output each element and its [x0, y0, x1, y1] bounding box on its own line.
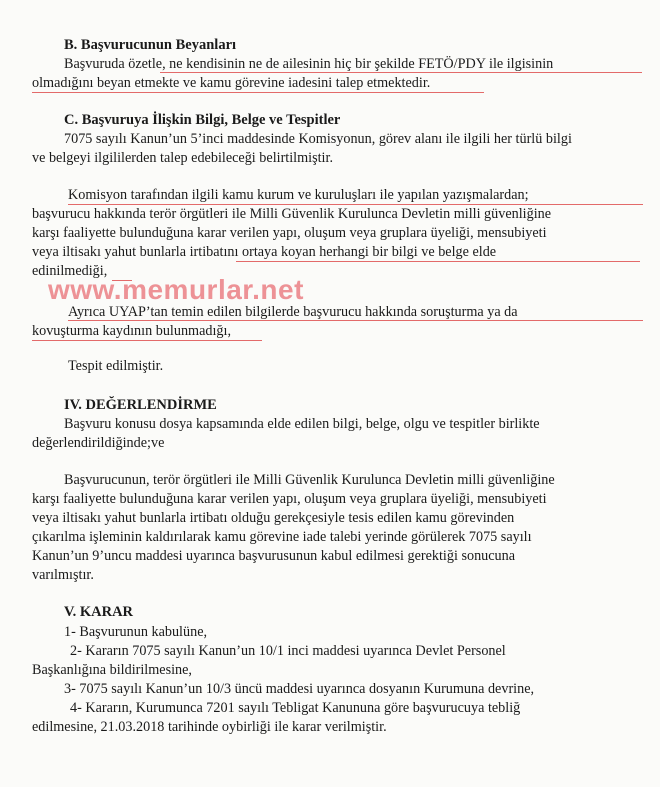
section-iv-para2-line-2: karşı faaliyette bulunduğuna karar verilen yapı, oluşum veya gruplara üyeliği, mensubiyeti	[32, 491, 547, 507]
highlight-underline	[236, 261, 640, 262]
section-iv-para2-line-4: çıkarılma işleminin kaldırılarak kamu görevine iade talebi yerinde görülerek 7075 sayılı	[32, 529, 532, 545]
section-b-line-2: olmadığını beyan etmekte ve kamu görevine iadesini talep etmektedir.	[32, 75, 431, 91]
section-c-para3-line-2: kovuşturma kaydının bulunmadığı,	[32, 323, 231, 339]
highlight-underline	[32, 92, 484, 93]
section-iv-para2-line-1: Başvurucunun, terör örgütleri ile Milli Güvenlik Kurulunca Devletin milli güvenliğine	[64, 472, 555, 488]
highlight-underline	[68, 204, 643, 205]
watermark: www.memurlar.net	[48, 274, 304, 305]
section-c-heading: C. Başvuruya İlişkin Bilgi, Belge ve Tespitler	[64, 112, 341, 128]
section-c-para2-line-5: edinilmediği,	[32, 263, 108, 279]
section-iv-para1-line-2: değerlendirildiğinde;ve	[32, 435, 165, 451]
section-iv-para2-line-5: Kanun’un 9’uncu maddesi uyarınca başvurusunun kabul edilmesi gerektiği sonucuna	[32, 548, 516, 564]
decision-item-4-cont: edilmesine, 21.03.2018 tarihinde oybirliği ile karar verilmiştir.	[32, 719, 387, 735]
section-c-para2-line-3: karşı faaliyette bulunduğuna karar verilen yapı, oluşum veya gruplara üyeliği, mensubiyeti	[32, 225, 547, 241]
decision-item-2: 2- Kararın 7075 sayılı Kanun’un 10/1 inci maddesi uyarınca Devlet Personel	[70, 643, 506, 659]
section-iv-para2-line-6: varılmıştır.	[32, 567, 94, 583]
section-c-para3-line-1: Ayrıca UYAP’tan temin edilen bilgilerde başvurucu hakkında soruşturma ya da	[68, 304, 518, 320]
section-iv-heading: IV. DEĞERLENDİRME	[64, 397, 217, 413]
highlight-underline	[68, 320, 643, 321]
section-c-para2-line-1: Komisyon tarafından ilgili kamu kurum ve kuruluşları ile yapılan yazışmalardan;	[68, 187, 529, 203]
highlight-underline	[160, 72, 642, 73]
section-c-conclusion: Tespit edilmiştir.	[68, 358, 164, 374]
section-c-para1-line-2: ve belgeyi ilgililerden talep edebileceği belirtilmiştir.	[32, 150, 333, 166]
section-c-para2-line-2: başvurucu hakkında terör örgütleri ile Milli Güvenlik Kurulunca Devletin milli güvenliğine	[32, 206, 552, 222]
section-c-para1-line-1: 7075 sayılı Kanun’un 5’inci maddesinde Komisyonun, görev alanı ile ilgili her türlü bilgi	[64, 131, 572, 147]
section-c-para2-line-4: veya iltisakı yahut bunlarla irtibatını ortaya koyan herhangi bir bilgi ve belge elde	[32, 244, 497, 260]
decision-item-3: 3- 7075 sayılı Kanun’un 10/3 üncü maddesi uyarınca dosyanın Kurumuna devrine,	[64, 681, 535, 697]
section-iv-para1-line-1: Başvuru konusu dosya kapsamında elde edilen bilgi, belge, olgu ve tespitler birlikte	[64, 416, 540, 432]
section-iv-para2-line-3: veya iltisakı yahut bunlarla irtibatı olduğu gerekçesiyle tesis edilen kamu görevinden	[32, 510, 515, 526]
decision-item-2-cont: Başkanlığına bildirilmesine,	[32, 662, 192, 678]
decision-item-1: 1- Başvurunun kabulüne,	[64, 624, 208, 640]
section-b-line-1: Başvuruda özetle, ne kendisinin ne de ailesinin hiç bir şekilde FETÖ/PDY ile ilgisinin	[64, 56, 554, 72]
section-v-heading: V. KARAR	[64, 604, 134, 620]
section-b-heading: B. Başvurucunun Beyanları	[64, 37, 237, 53]
decision-item-4: 4- Kararın, Kurumunca 7201 sayılı Tebligat Kanununa göre başvurucuya tebliğ	[70, 700, 521, 716]
highlight-underline	[32, 340, 262, 341]
